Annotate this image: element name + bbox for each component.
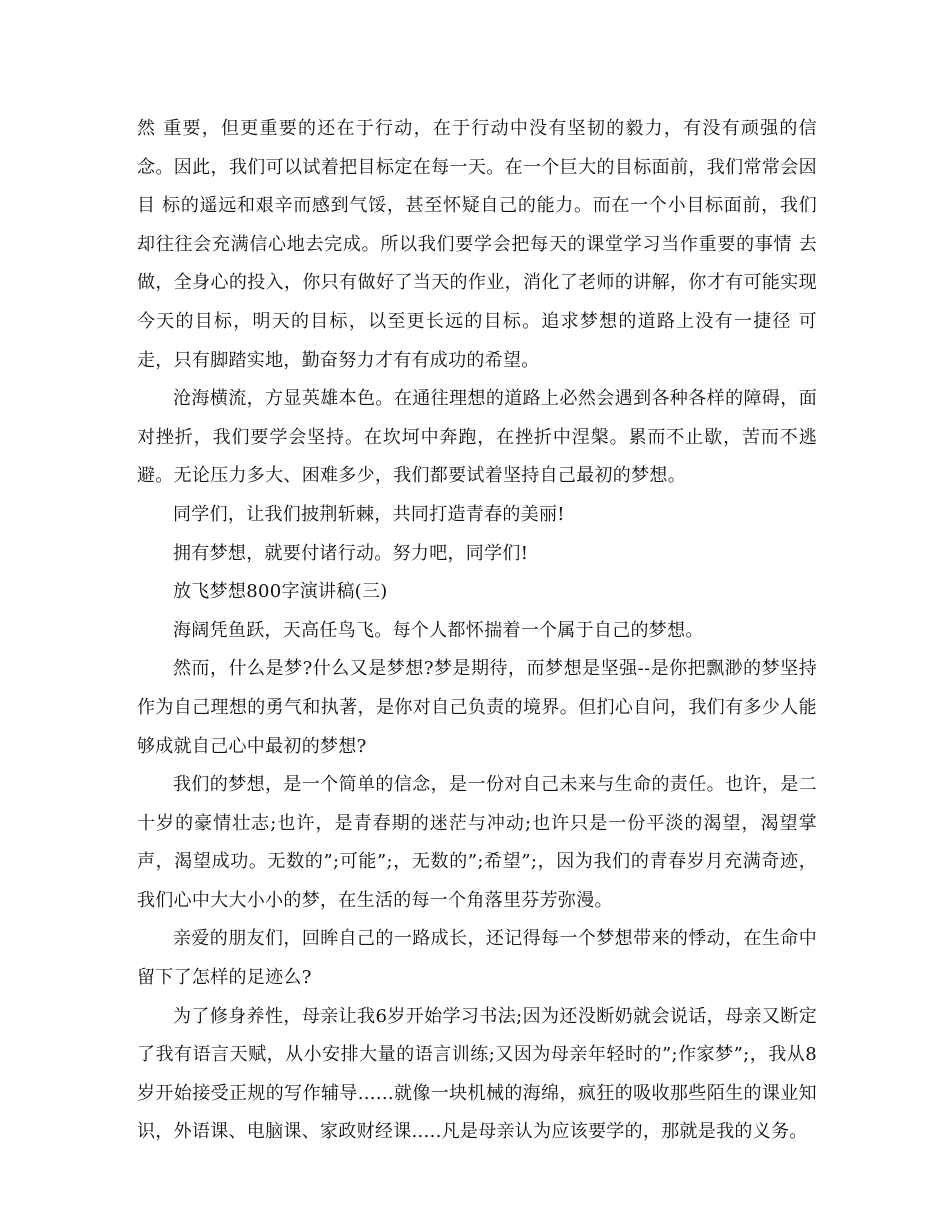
paragraph: 亲爱的朋友们，回眸自己的一路成长，还记得每一个梦想带来的悸动，在生命中留下了怎样的足迹么? [137, 928, 817, 989]
section-heading: 放飞梦想800字演讲稿(三) [173, 581, 388, 603]
paragraph: 然 重要，但更重要的还在于行动，在于行动中没有坚韧的毅力，有没有顽强的信念。因此，我们可以试着把目标定在每一天。在一个巨大的目标面前，我们常常会因目 标的遥远和艰辛而感到气馁，甚至怀疑自己的能力。而在一个小目标面前，我们却往往会充满信心地去完成。所以我们要学会把每天的课堂学习当作重要的事情 去做，全身心的投入，你只有做好了当天的作业，消化了老师的讲解，你才有可能实现今天的目标，明天的目标，以至更长远的目标。追求梦想的道路上没有一捷径 可走，只有脚踏实地，勤奋努力才有有成功的希望。 [137, 118, 817, 371]
paragraph: 沧海横流，方显英雄本色。在通往理想的道路上必然会遇到各种各样的障碍，面对挫折，我们要学会坚持。在坎坷中奔跑，在挫折中涅槃。累而不止歇，苦而不逃避。无论压力多大、困难多少，我们都要试着坚持自己最初的梦想。 [137, 388, 817, 487]
paragraph: 我们的梦想，是一个简单的信念，是一份对自己未来与生命的责任。也许，是二十岁的豪情壮志;也许，是青春期的迷茫与冲动;也许只是一份平淡的渴望，渴望掌声，渴望成功。无数的”;可能”;，无数的”;希望”;，因为我们的青春岁月充满奇迹，我们心中大大小小的梦，在生活的每一个角落里芬芳弥漫。 [137, 774, 817, 911]
paragraph: 海阔凭鱼跃，天高任鸟飞。每个人都怀揣着一个属于自己的梦想。 [173, 619, 704, 641]
document-body [137, 110, 817, 1152]
paragraph: 拥有梦想，就要付诸行动。努力吧，同学们! [173, 542, 529, 564]
paragraph: 然而，什么是梦?什么又是梦想?梦是期待，而梦想是坚强--是你把飘渺的梦坚持作为自己理想的勇气和执著，是你对自己负责的境界。但扪心自问，我们有多少人能够成就自己心中最初的梦想? [137, 658, 817, 757]
paragraph: 同学们，让我们披荆斩棘，共同打造青春的美丽! [173, 503, 565, 525]
paragraph: 为了修身养性，母亲让我6岁开始学习书法;因为还没断奶就会说话，母亲又断定了我有语言天赋，从小安排大量的语言训练;又因为母亲年轻时的”;作家梦”;，我从8岁开始接受正规的写作辅导......就像一块机械的海绵，疯狂的吸收那些陌生的课业知识，外语课、电脑课、家政财经课.....凡是母亲认为应该要学的，那就是我的义务。 [137, 1005, 817, 1143]
